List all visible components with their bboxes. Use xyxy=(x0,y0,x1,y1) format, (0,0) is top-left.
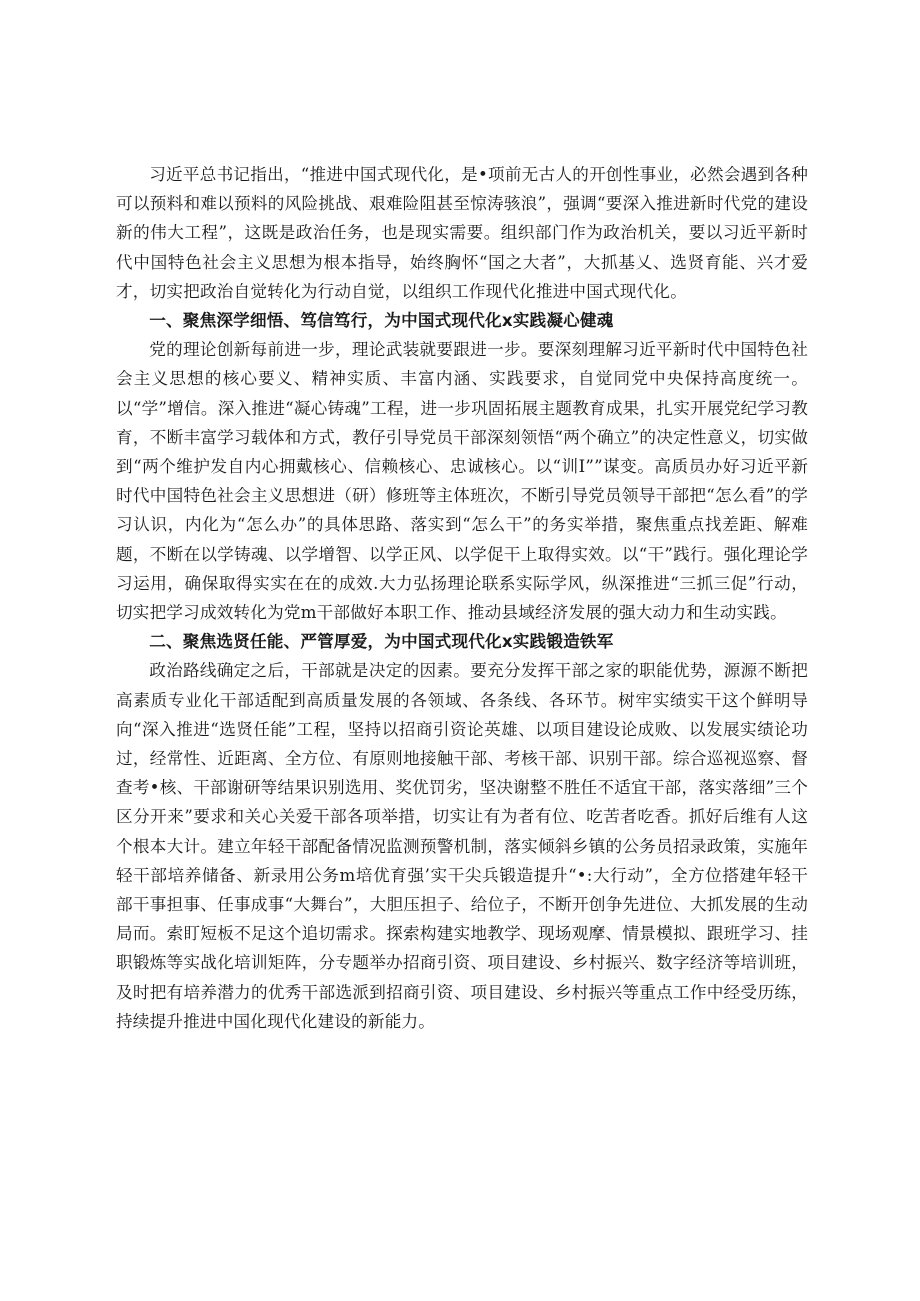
section-1-body: 党的理论创新每前进一步，理论武装就要跟进一步。要深刻理解习近平新时代中国特色社会主义思想的核心要义、精神实质、丰富内涵、实践要求，自觉同党中央保持高度统一。以“学”增信。深入推进“凝心铸魂”工程，进一步巩固拓展主题教育成果，扎实开展党纪学习教育，不断丰富学习载体和方式，教仔引导党员干部深刻领悟“两个确立”的决定性意义，切实做到“两个维护发自内心拥戴核心、信赖核心、忠诚核心。以“训I””谋变。高质员办好习近平新时代中国特色社会主义思想进（研）修班等主体班次，不断引导党员领导干部把“怎么看”的学习认识，内化为“怎么办”的具体思路、落实到“怎么干”的务实举措，聚焦重点找差距、解难题，不断在以学铸魂、以学增智、以学正风、以学促干上取得实效。以“干”践行。强化理论学习运用，确保取得实实在在的成效.大力弘扬理论联系实际学风，纵深推进“三抓三促”行动，切实把学习成效转化为党m干部做好本职工作、推动县域经济发展的强大动力和生动实践。 xyxy=(116,340,808,623)
intro-paragraph: 习近平总书记指出，“推进中国式现代化，是•项前无古人的开创性事业，必然会遇到各种可以预料和难以预料的风险挑战、艰难险阻甚至惊涛骇浪”，强调“要深入推进新时代党的建设新的伟大工程”，这既是政治任务，也是现实需要。组织部门作为政治机关，要以习近平新时代中国特色社会主义思想为根本指导，始终胸怀“国之大者”，大抓基乂、选贤育能、兴才爱才，切实把政治自觉转化为行动自觉，以组织工作现代化推进中国式现代化。 xyxy=(116,165,808,301)
document-page xyxy=(116,160,808,1036)
section-1-heading: 一、聚焦深学细悟、笃信笃行，为中国式现代化x实践凝心健魂 xyxy=(149,311,614,331)
section-2-heading: 二、聚焦选贤任能、严管厚爱，为中国式现代化x实践锻造铁军 xyxy=(149,632,614,652)
section-2-body: 政治路线确定之后，干部就是决定的因素。要充分发挥干部之家的职能优势，源源不断把高素质专业化干部适配到高质量发展的各领域、各条线、各环节。树牢实绩实干这个鲜明导向“深入推进“选贤任能”工程，坚持以招商引资论英雄、以项目建设论成败、以发展实绩论功过，经常性、近距离、全方位、有原则地接触干部、考核干部、识别干部。综合巡视巡察、督查考•核、干部谢研等结果识别选用、奖优罚劣，坚决谢整不胜任不适宜干部，落实落细”三个区分开来”要求和关心关爱干部各项举措，切实让有为者有位、吃苦者吃香。抓好后维有人这个根本大计。建立年轻干部配备情况监测预警机制，落实倾斜乡镇的公务员招录政策，实施年轻干部培养储备、新录用公务m培优育强’实干尖兵锻造提升“•:大行动”，全方位搭建年轻干部干事担事、任事成事“大舞台”，大胆压担子、给位子，不断开创争先进位、大抓发展的生动局而。索盯短板不足这个追切需求。探索构建实地教学、现场观摩、情景模拟、跟班学习、挂职锻炼等实战化培训矩阵，分专题举办招商引资、项目建设、乡村振兴、数字经济等培训班，及时把有培养潜力的优秀干部选派到招商引资、项目建设、乡村振兴等重点工作中经受历练，持续提升推进中国化现代化建设的新能力。 xyxy=(116,661,808,1031)
